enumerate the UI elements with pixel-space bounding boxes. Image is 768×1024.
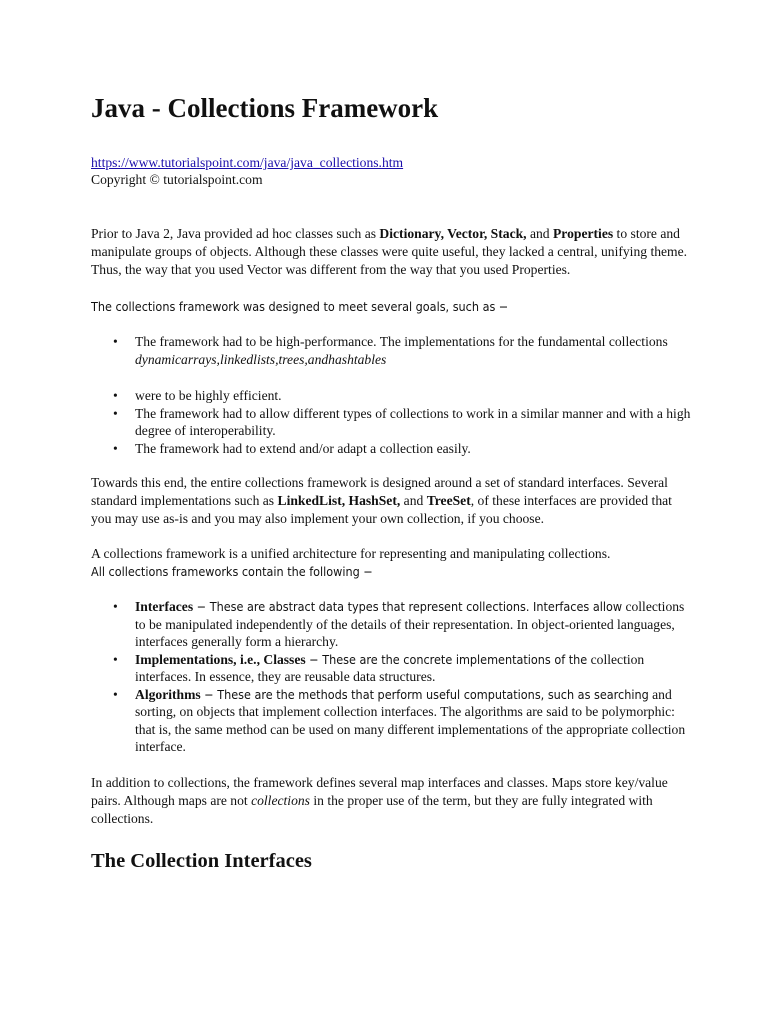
part-item-interfaces <box>91 598 691 651</box>
goals-list-2 <box>91 387 691 457</box>
source-info <box>91 154 691 188</box>
goal-item-1 <box>91 333 691 368</box>
maps-text-2: in the proper use of the term, but they are fully integrated with collections. <box>91 792 653 826</box>
arch-line-1: A collections framework is a unified architecture for representing and manipulating collections. <box>91 546 611 562</box>
goals-list-1 <box>91 333 691 368</box>
maps-text-1: In addition to collections, the framework defines several map interfaces and classes. Maps store key/value pairs. Although maps are not <box>91 774 668 808</box>
maps-italic: collections <box>251 792 310 808</box>
part-1-rest: collections to be manipulated independently of the details of their representation. In object-oriented languages, interfaces generally form a hierarchy. <box>135 599 685 650</box>
copyright-text: Copyright © tutorialspoint.com <box>91 172 263 188</box>
parts-list <box>91 598 691 756</box>
toward-bold-1: LinkedList, HashSet, <box>277 493 401 509</box>
part-3-rest: and sorting, on objects that implement collection interfaces. The algorithms are said to be polymorphic: that is, the same method can be used on many different implementations of the appropriate collection interface. <box>135 686 686 755</box>
intro-text-2: and <box>526 226 553 242</box>
arch-line-2: All collections frameworks contain the following − <box>91 564 373 580</box>
part-item-algorithms <box>91 686 691 756</box>
intro-paragraph <box>91 225 691 279</box>
goal-item-3: • The framework had to allow different types of collections to work in a similar manner and with a high degree of interoperability. <box>91 405 691 440</box>
part-2-rest: collection interfaces. In essence, they are reusable data structures. <box>135 651 645 685</box>
toward-text-2: and <box>400 493 427 509</box>
goal-1-italic: dynamicarrays,linkedlists,trees,andhashtables <box>135 351 387 367</box>
toward-text-1: Towards this end, the entire collections framework is designed around a set of standard interfaces. Several standard implementations such as <box>91 475 668 509</box>
part-2-dash-text: − These are the concrete implementations of the <box>305 651 588 667</box>
intro-text-1: Prior to Java 2, Java provided ad hoc classes such as <box>91 226 380 242</box>
page-title: Java - Collections Framework <box>91 93 439 123</box>
part-3-label: Algorithms <box>135 686 201 702</box>
document-content <box>91 92 691 873</box>
toward-paragraph <box>91 474 691 528</box>
goal-item-4: • The framework had to extend and/or adapt a collection easily. <box>91 440 691 458</box>
goal-1-text: The framework had to be high-performance. The implementations for the fundamental collections <box>135 334 668 350</box>
source-link[interactable]: https://www.tutorialspoint.com/java/java_collections.htm <box>91 155 404 171</box>
maps-paragraph <box>91 774 691 828</box>
toward-bold-2: TreeSet <box>426 493 471 509</box>
intro-text-3: to store and manipulate groups of objects. Although these classes were quite useful, they lacked a central, unifying theme. Thus, the way that you used Vector was different from the way that you used Properties. <box>91 226 688 278</box>
goals-intro: The collections framework was designed to meet several goals, such as − <box>91 299 509 315</box>
part-1-label: Interfaces <box>135 599 194 615</box>
intro-bold-2: Properties <box>553 226 614 242</box>
intro-bold-1: Dictionary, Vector, Stack, <box>379 226 527 242</box>
part-item-implementations <box>91 651 691 686</box>
part-3-dash-text: − These are the methods that perform useful computations, such as searching <box>200 686 649 702</box>
toward-text-3: , of these interfaces are provided that you may use as-is and you may also implement your own collection, if you choose. <box>91 493 672 527</box>
part-1-dash-text: − These are abstract data types that represent collections. Interfaces allow <box>193 599 623 615</box>
goal-item-2: • were to be highly efficient. <box>91 387 691 405</box>
part-2-label: Implementations, i.e., Classes <box>135 651 306 667</box>
section-heading: The Collection Interfaces <box>91 849 312 872</box>
